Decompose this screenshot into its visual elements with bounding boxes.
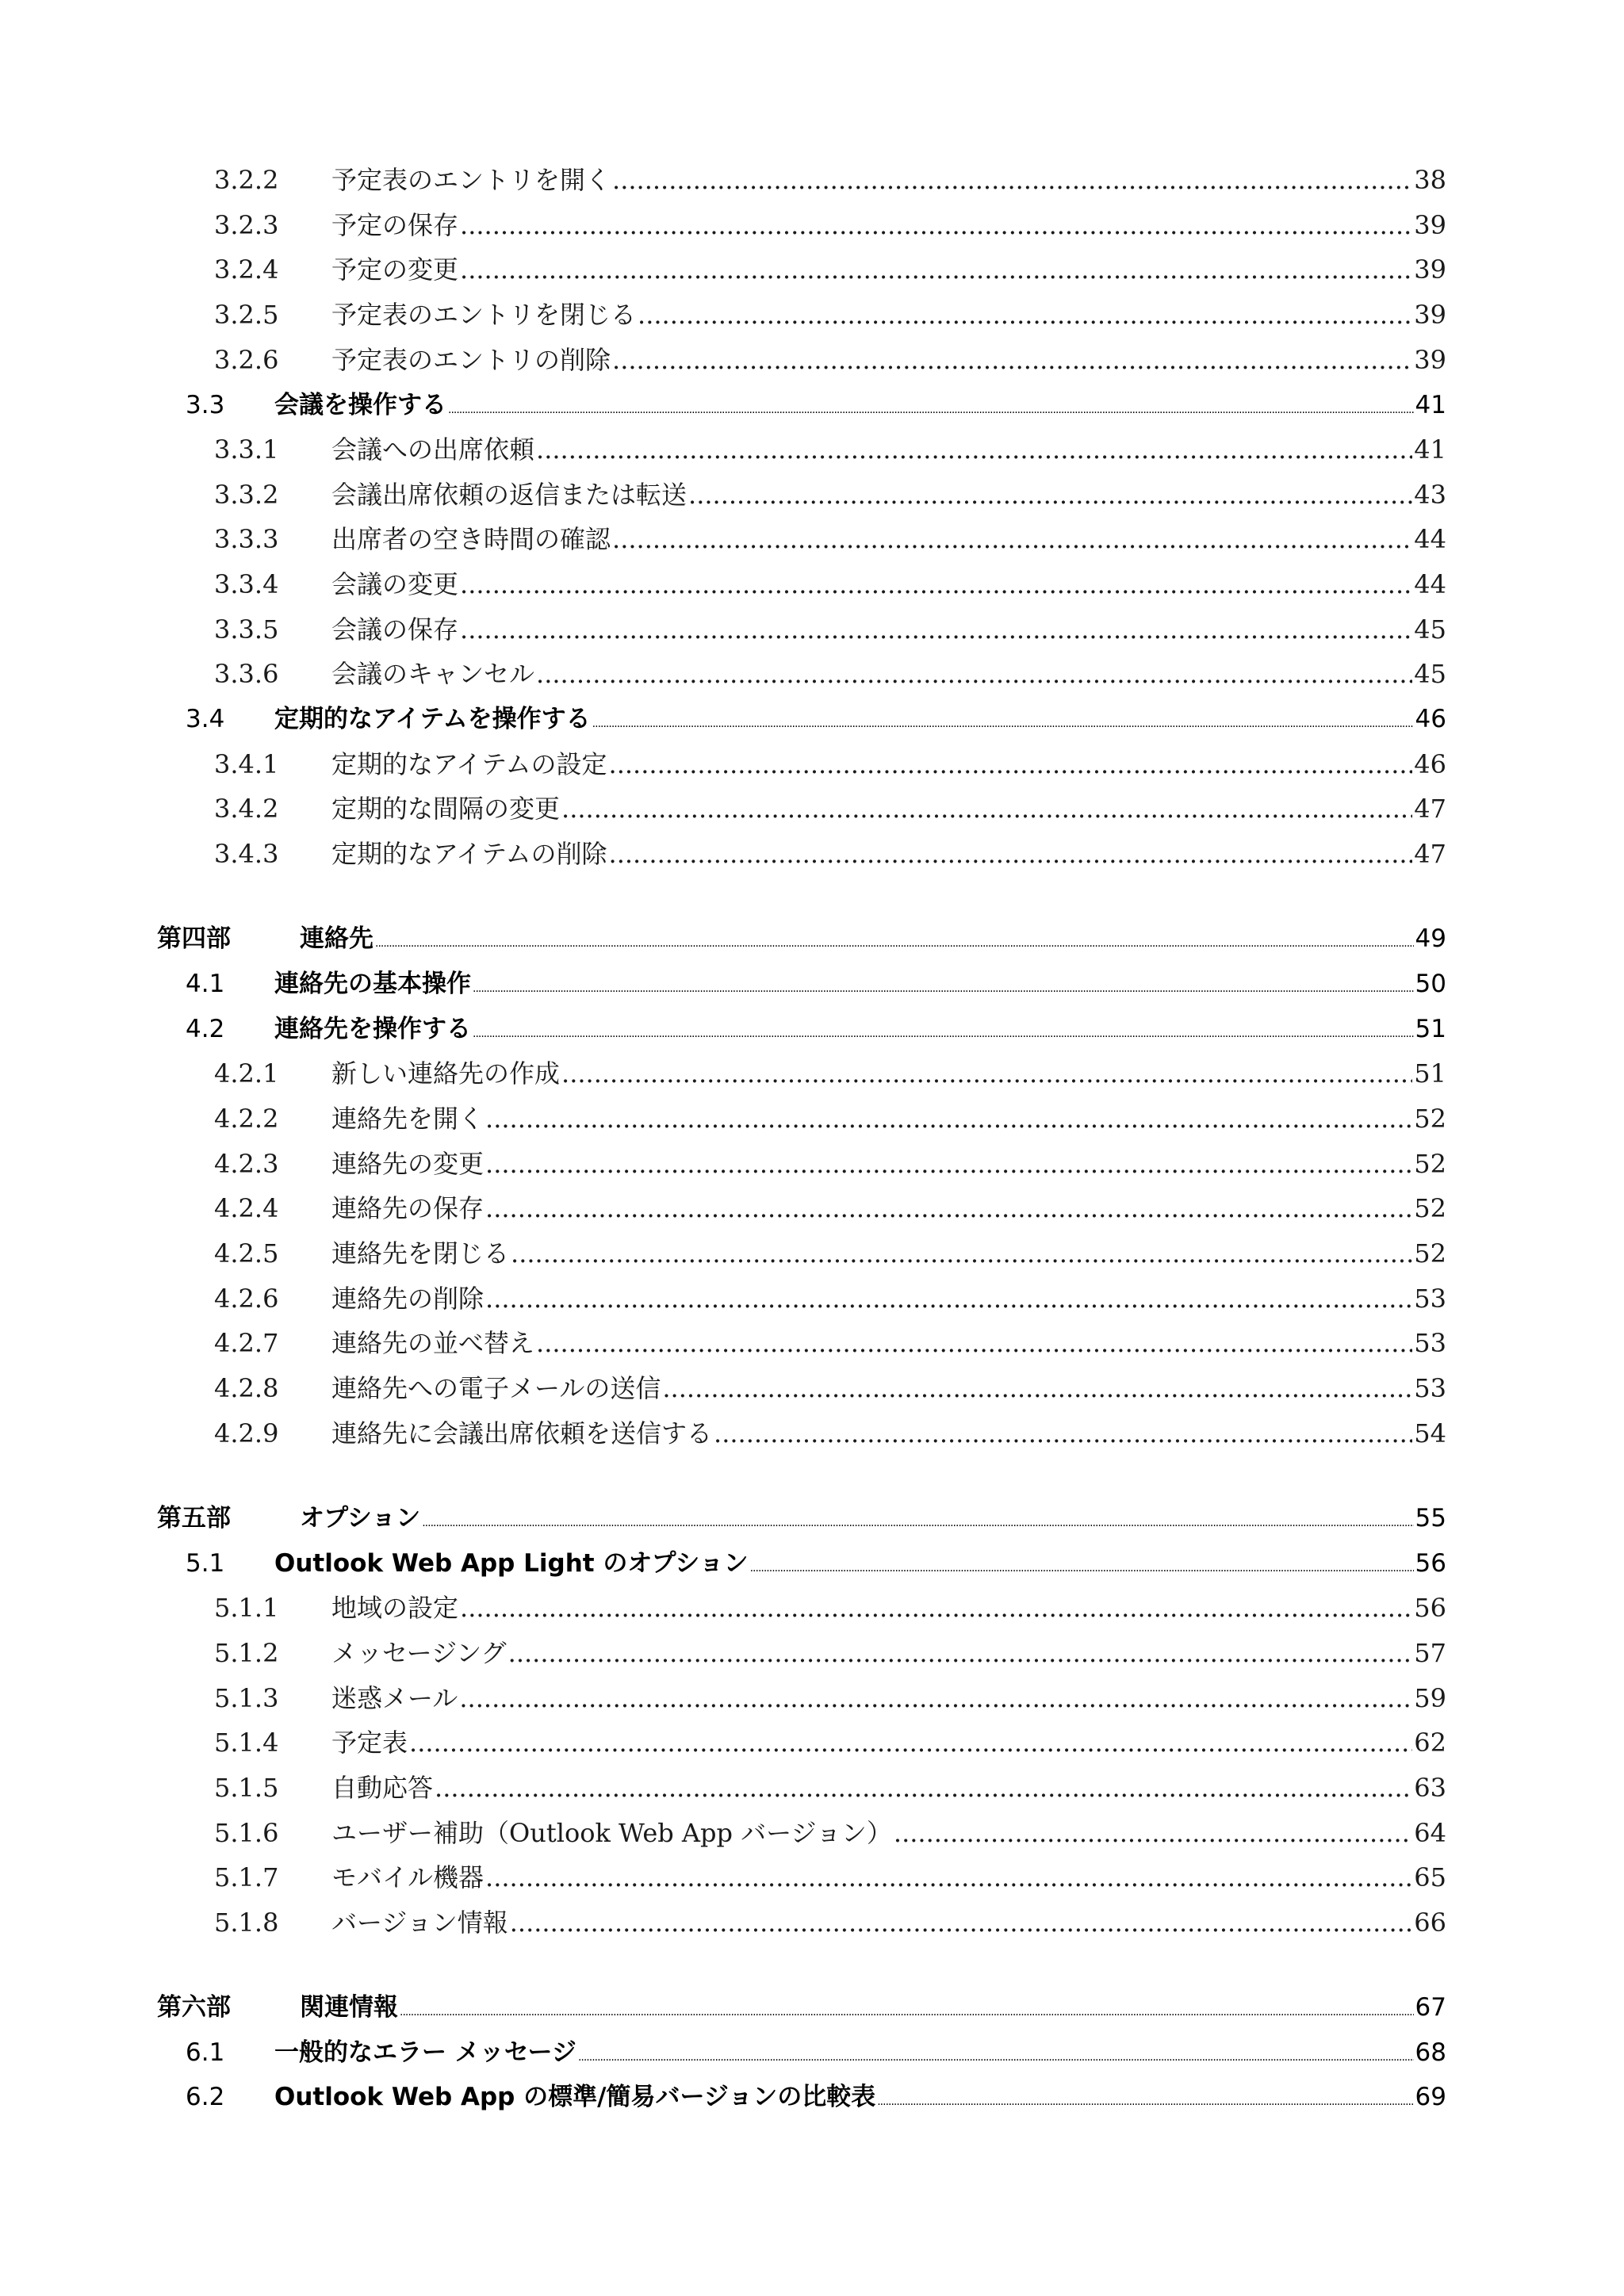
toc-entry-page: 67 [1415, 1993, 1446, 2022]
toc-entry-page: 63 [1414, 1773, 1446, 1803]
toc-entry-page: 47 [1414, 794, 1446, 824]
toc-leader-dots [460, 248, 1412, 291]
toc-leader-dots [612, 339, 1412, 381]
toc-entry[interactable] [214, 608, 1446, 651]
toc-entry-page: 52 [1414, 1104, 1446, 1134]
toc-entry-title: 出席者の空き時間の確認 [331, 524, 611, 554]
toc-entry-page: 38 [1414, 165, 1446, 195]
toc-entry-number: 3.3.4 [214, 569, 279, 599]
toc-entry-page: 52 [1414, 1238, 1446, 1269]
toc-entry-page: 53 [1414, 1284, 1446, 1314]
toc-entry-number: 4.2 [186, 1015, 225, 1043]
toc-entry[interactable] [186, 962, 1446, 1005]
toc-entry-number: 3.3.1 [214, 434, 279, 465]
toc-entry-title: Outlook Web App の標準/簡易バージョンの比較表 [274, 2083, 876, 2111]
toc-entry-page: 56 [1415, 1549, 1446, 1578]
toc-entry[interactable] [186, 384, 1446, 427]
toc-entry-number: 5.1 [186, 1549, 225, 1578]
toc-leader-dots [688, 473, 1412, 516]
toc-part-number: 第四部 [157, 924, 231, 953]
toc-entry-page: 69 [1415, 2083, 1446, 2111]
toc-entry-title: 予定表のエントリを開く [331, 165, 611, 195]
toc-entry-number: 3.2.2 [214, 165, 279, 195]
toc-leader-dots [485, 1277, 1412, 1320]
toc-leader-dots [511, 1232, 1412, 1275]
toc-leader-dots [508, 1632, 1413, 1674]
toc-entry-page: 47 [1414, 839, 1446, 869]
toc-entry-title: バージョン情報 [331, 1908, 508, 1938]
toc-entry-page: 45 [1414, 614, 1446, 645]
toc-leader-dots [473, 1008, 1414, 1055]
toc-entry-number: 3.2.4 [214, 254, 279, 285]
toc-entry-title: メッセージング [331, 1638, 507, 1668]
toc-entry[interactable] [214, 473, 1446, 516]
toc-entry-title: 自動応答 [331, 1773, 434, 1803]
toc-entry-title: 会議の変更 [331, 569, 459, 599]
toc-entry-number: 4.2.6 [214, 1284, 279, 1314]
toc-entry-number: 3.3.3 [214, 524, 279, 554]
toc-part-entry[interactable] [157, 1986, 1446, 2029]
toc-entry-number: 3.4.3 [214, 839, 279, 869]
toc-leader-dots [612, 159, 1412, 201]
toc-leader-dots [592, 698, 1414, 745]
toc-entry-number: 4.2.8 [214, 1373, 279, 1403]
toc-entry-title: 予定表のエントリを閉じる [331, 300, 637, 330]
toc-leader-dots [459, 1677, 1412, 1720]
toc-entry[interactable] [214, 1412, 1446, 1455]
toc-leader-dots [536, 428, 1412, 471]
toc-leader-dots [578, 2031, 1414, 2079]
toc-leader-dots [877, 2076, 1413, 2123]
toc-entry[interactable] [214, 1367, 1446, 1410]
toc-leader-dots [638, 293, 1412, 336]
toc-leader-dots [750, 1542, 1414, 1590]
toc-entry-page: 39 [1414, 210, 1446, 240]
toc-leader-dots [448, 384, 1414, 431]
toc-entry-title: 連絡先の削除 [331, 1284, 485, 1314]
toc-entry[interactable] [214, 339, 1446, 381]
toc-part-entry[interactable] [157, 917, 1446, 960]
toc-part-number: 第五部 [157, 1504, 231, 1533]
toc-entry[interactable] [214, 428, 1446, 471]
toc-leader-dots [510, 1901, 1413, 1944]
toc-entry-title: 予定の保存 [331, 210, 459, 240]
toc-leader-dots [435, 1766, 1412, 1809]
toc-leader-dots [460, 563, 1412, 606]
toc-entry[interactable] [214, 1677, 1446, 1720]
toc-leader-dots [400, 1986, 1414, 2034]
toc-entry-number: 3.3.5 [214, 614, 279, 645]
toc-entry-title: 連絡先に会議出席依頼を送信する [331, 1418, 713, 1448]
toc-entry-title: 連絡先 [300, 924, 373, 953]
toc-entry-title: 定期的なアイテムを操作する [274, 705, 591, 733]
toc-entry-page: 43 [1414, 480, 1446, 510]
toc-entry[interactable] [214, 1277, 1446, 1320]
toc-leader-dots [485, 1097, 1412, 1140]
toc-entry-page: 46 [1414, 749, 1446, 779]
toc-entry-title: 会議を操作する [274, 391, 446, 419]
toc-entry-title: 予定の変更 [331, 254, 459, 285]
toc-leader-dots [485, 1142, 1412, 1185]
toc-leader-dots [485, 1856, 1412, 1899]
toc-entry-number: 4.1 [186, 970, 225, 998]
toc-entry-title: 連絡先を閉じる [331, 1238, 510, 1269]
toc-entry-title: 関連情報 [300, 1993, 398, 2022]
toc-entry[interactable] [214, 1052, 1446, 1095]
toc-entry-number: 4.2.4 [214, 1193, 279, 1223]
toc-entry-page: 52 [1414, 1193, 1446, 1223]
toc-entry[interactable] [214, 1766, 1446, 1809]
toc-entry-number: 5.1.1 [214, 1593, 279, 1623]
toc-entry-page: 50 [1415, 970, 1446, 998]
toc-leader-dots [485, 1187, 1412, 1230]
toc-entry-page: 41 [1415, 391, 1446, 419]
toc-leader-dots [609, 832, 1413, 875]
toc-entry-title: 連絡先の保存 [331, 1193, 485, 1223]
toc-entry-title: 地域の設定 [331, 1593, 459, 1623]
toc-entry-page: 53 [1414, 1328, 1446, 1358]
toc-entry[interactable] [214, 1586, 1446, 1629]
toc-entry-number: 6.2 [186, 2083, 225, 2111]
toc-entry-title: 連絡先への電子メールの送信 [331, 1373, 661, 1403]
toc-entry[interactable] [214, 1322, 1446, 1364]
toc-entry-page: 64 [1414, 1818, 1446, 1848]
toc-entry-number: 5.1.5 [214, 1773, 279, 1803]
toc-entry[interactable] [214, 1856, 1446, 1899]
toc-entry-title: ユーザー補助（Outlook Web App バージョン） [331, 1818, 892, 1848]
toc-entry-title: 予定表のエントリの削除 [331, 345, 611, 375]
toc-entry-page: 46 [1415, 705, 1446, 733]
toc-entry-number: 4.2.9 [214, 1418, 279, 1448]
toc-entry-title: 会議への出席依頼 [331, 434, 535, 465]
toc-entry-number: 6.1 [186, 2038, 225, 2067]
toc-entry-title: 連絡先の並べ替え [331, 1328, 535, 1358]
toc-entry-number: 3.4 [186, 705, 225, 733]
toc-entry[interactable] [214, 787, 1446, 830]
toc-entry-number: 3.3.2 [214, 480, 279, 510]
toc-leader-dots [460, 608, 1412, 651]
toc-entry-page: 62 [1414, 1728, 1446, 1758]
toc-leader-dots [609, 743, 1413, 786]
toc-leader-dots [460, 204, 1412, 247]
toc-entry[interactable] [214, 1232, 1446, 1275]
toc-entry-title: 連絡先を開く [331, 1104, 485, 1134]
toc-entry-number: 4.2.5 [214, 1238, 279, 1269]
toc-entry[interactable] [214, 832, 1446, 875]
toc-entry-title: 連絡先の基本操作 [274, 970, 471, 998]
toc-entry-title: 会議出席依頼の返信または転送 [331, 480, 688, 510]
toc-entry-page: 39 [1414, 345, 1446, 375]
toc-entry[interactable] [214, 1721, 1446, 1764]
toc-entry-title: 会議の保存 [331, 614, 459, 645]
toc-leader-dots [714, 1412, 1412, 1455]
toc-entry[interactable] [186, 2031, 1446, 2074]
toc-entry-title: 会議のキャンセル [331, 659, 535, 689]
toc-entry-number: 4.2.1 [214, 1058, 279, 1089]
toc-entry-page: 52 [1414, 1149, 1446, 1179]
toc-entry-page: 51 [1415, 1015, 1446, 1043]
toc-leader-dots [536, 1322, 1412, 1364]
toc-leader-dots [409, 1721, 1412, 1764]
toc-entry[interactable] [214, 159, 1446, 201]
toc-entry[interactable] [186, 1008, 1446, 1050]
toc-leader-dots [561, 787, 1412, 830]
toc-entry-page: 39 [1414, 254, 1446, 285]
toc-entry-page: 44 [1414, 524, 1446, 554]
toc-entry[interactable] [214, 248, 1446, 291]
toc-entry-title: 新しい連絡先の作成 [331, 1058, 561, 1089]
toc-entry-number: 3.4.1 [214, 749, 279, 779]
toc-entry-title: 一般的なエラー メッセージ [274, 2038, 576, 2067]
toc-entry-title: 定期的なアイテムの削除 [331, 839, 607, 869]
toc-entry-page: 53 [1414, 1373, 1446, 1403]
toc-entry-number: 3.3 [186, 391, 225, 419]
toc-entry-title: 定期的なアイテムの設定 [331, 749, 607, 779]
toc-entry-page: 59 [1414, 1683, 1446, 1713]
toc-entry-number: 4.2.3 [214, 1149, 279, 1179]
toc-entry-number: 5.1.6 [214, 1818, 279, 1848]
toc-entry-page: 44 [1414, 569, 1446, 599]
toc-entry-page: 65 [1414, 1862, 1446, 1892]
toc-entry[interactable] [214, 1812, 1446, 1854]
toc-entry-title: 連絡先の変更 [331, 1149, 485, 1179]
toc-entry-page: 57 [1414, 1638, 1446, 1668]
toc-leader-dots [612, 518, 1412, 561]
toc-leader-dots [473, 962, 1414, 1010]
toc-entry-title: Outlook Web App Light のオプション [274, 1549, 749, 1578]
toc-entry[interactable] [214, 563, 1446, 606]
toc-entry-number: 3.2.3 [214, 210, 279, 240]
toc-entry-title: 連絡先を操作する [274, 1015, 471, 1043]
toc-entry-page: 51 [1414, 1058, 1446, 1089]
toc-entry[interactable] [186, 698, 1446, 740]
toc-entry-title: 定期的な間隔の変更 [331, 794, 561, 824]
toc-entry[interactable] [214, 204, 1446, 247]
toc-entry-number: 3.2.5 [214, 300, 279, 330]
toc-entry[interactable] [214, 1901, 1446, 1944]
toc-leader-dots [561, 1052, 1412, 1095]
toc-entry-page: 55 [1415, 1504, 1446, 1533]
toc-leader-dots [536, 652, 1412, 695]
toc-entry[interactable] [214, 743, 1446, 786]
toc-entry-number: 3.3.6 [214, 659, 279, 689]
toc-leader-dots [422, 1497, 1413, 1544]
toc-entry-title: モバイル機器 [331, 1862, 485, 1892]
toc-entry-number: 4.2.2 [214, 1104, 279, 1134]
toc-leader-dots [894, 1812, 1412, 1854]
toc-entry-title: オプション [300, 1504, 421, 1533]
toc-entry-title: 予定表 [331, 1728, 408, 1758]
toc-entry-number: 3.2.6 [214, 345, 279, 375]
toc-entry-number: 4.2.7 [214, 1328, 279, 1358]
toc-entry-page: 56 [1414, 1593, 1446, 1623]
toc-entry[interactable] [214, 293, 1446, 336]
toc-entry-number: 3.4.2 [214, 794, 279, 824]
toc-entry[interactable] [214, 1142, 1446, 1185]
toc-entry[interactable] [214, 1097, 1446, 1140]
toc-entry[interactable] [214, 1187, 1446, 1230]
toc-entry[interactable] [214, 518, 1446, 561]
toc-entry-page: 39 [1414, 300, 1446, 330]
toc-entry-page: 49 [1415, 924, 1446, 953]
toc-entry-number: 5.1.8 [214, 1908, 279, 1938]
toc-entry[interactable] [214, 652, 1446, 695]
toc-entry-number: 5.1.3 [214, 1683, 279, 1713]
toc-leader-dots [662, 1367, 1412, 1410]
toc-part-number: 第六部 [157, 1993, 231, 2022]
toc-leader-dots [460, 1586, 1412, 1629]
toc-entry[interactable] [214, 1632, 1446, 1674]
toc-entry-page: 66 [1414, 1908, 1446, 1938]
toc-entry-number: 5.1.2 [214, 1638, 279, 1668]
toc-entry[interactable] [186, 2076, 1446, 2118]
toc-entry-title: 迷惑メール [331, 1683, 458, 1713]
toc-entry-number: 5.1.7 [214, 1862, 279, 1892]
toc-entry-page: 45 [1414, 659, 1446, 689]
toc-entry-page: 54 [1414, 1418, 1446, 1448]
toc-entry-page: 41 [1414, 434, 1446, 465]
toc-leader-dots [375, 917, 1414, 965]
toc-part-entry[interactable] [157, 1497, 1446, 1540]
toc-entry-number: 5.1.4 [214, 1728, 279, 1758]
toc-entry-page: 68 [1415, 2038, 1446, 2067]
toc-entry[interactable] [186, 1542, 1446, 1585]
